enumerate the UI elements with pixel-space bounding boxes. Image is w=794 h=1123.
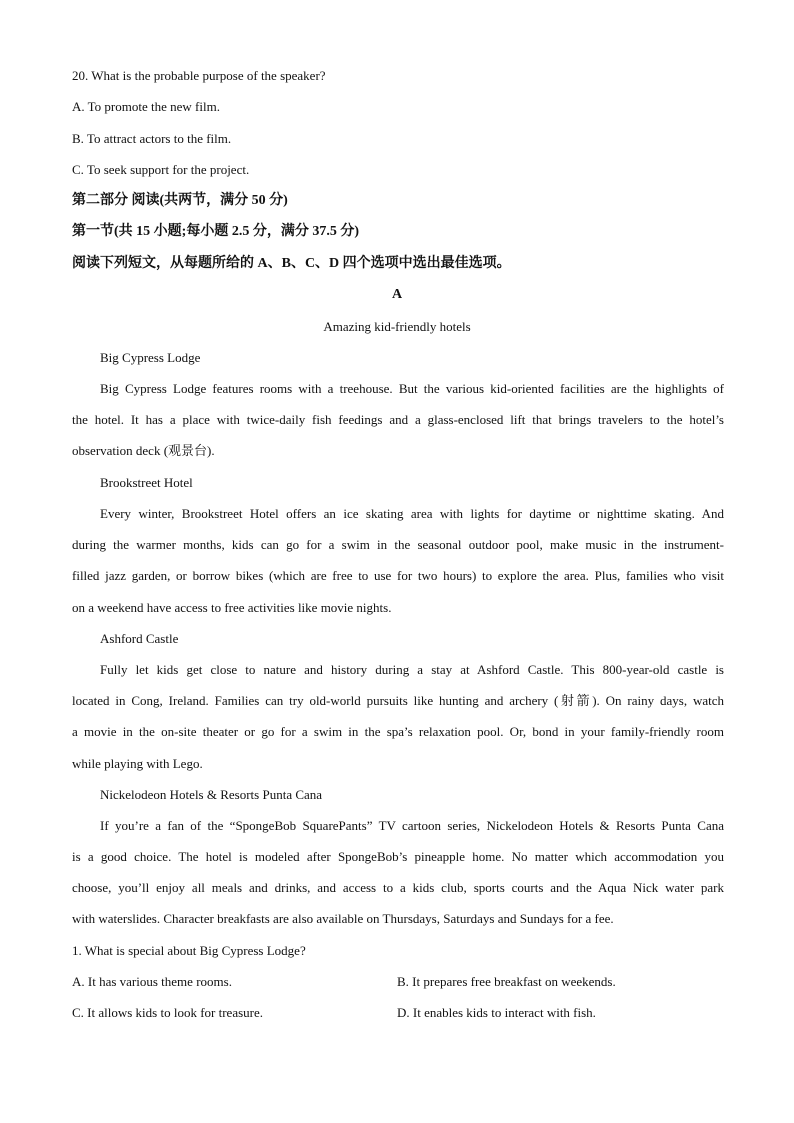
paragraph-line: is a good choice. The hotel is modeled after SpongeBob’s pineapple home. No matter which accommodation you bbox=[72, 849, 724, 864]
passage-letter: A bbox=[391, 287, 403, 302]
paragraph-line: Big Cypress Lodge features rooms with a treehouse. But the various kid-oriented facilities are the highlights of bbox=[100, 381, 724, 396]
section-one-heading: 第一节(共 15 小题;每小题 2.5 分，满分 37.5 分) bbox=[72, 224, 359, 239]
paragraph-line: observation deck (观景台). bbox=[72, 443, 215, 458]
paragraph-line: during the warmer months, kids can go for a swim in the seasonal outdoor pool, make music in the instrument- bbox=[72, 537, 724, 552]
paragraph-line: Fully let kids get close to nature and history during a stay at Ashford Castle. This 800-year-old castle is bbox=[100, 662, 724, 677]
question-1-option-b: B. It prepares free breakfast on weekends. bbox=[397, 974, 616, 989]
hotel-name: Brookstreet Hotel bbox=[100, 475, 193, 490]
question-1-stem: 1. What is special about Big Cypress Lodge? bbox=[72, 943, 306, 958]
paragraph-line: choose, you’ll enjoy all meals and drinks, and access to a kids club, sports courts and the Aqua Nick water park bbox=[72, 880, 724, 895]
question-1-option-c: C. It allows kids to look for treasure. bbox=[72, 1005, 263, 1020]
question-1-option-d: D. It enables kids to interact with fish. bbox=[397, 1005, 596, 1020]
hotel-name: Nickelodeon Hotels & Resorts Punta Cana bbox=[100, 787, 323, 802]
hotel-name: Ashford Castle bbox=[100, 631, 179, 646]
paragraph-line: the hotel. It has a place with twice-daily fish feedings and a glass-enclosed lift that brings travelers to the hotel’s bbox=[72, 412, 724, 427]
question-20-stem: 20. What is the probable purpose of the speaker? bbox=[72, 68, 326, 83]
passage-title: Amazing kid-friendly hotels bbox=[323, 319, 471, 334]
question-1-option-a: A. It has various theme rooms. bbox=[72, 974, 232, 989]
paragraph-line: If you’re a fan of the “SpongeBob SquarePants” TV cartoon series, Nickelodeon Hotels & Resorts Punta Cana bbox=[100, 818, 724, 833]
paragraph-line: located in Cong, Ireland. Families can try old-world pursuits like hunting and archery (射箭). On rainy days, watch bbox=[72, 693, 724, 708]
paragraph-line: while playing with Lego. bbox=[72, 756, 203, 771]
paragraph-line: on a weekend have access to free activities like movie nights. bbox=[72, 600, 392, 615]
reading-instructions: 阅读下列短文，从每题所给的 A、B、C、D 四个选项中选出最佳选项。 bbox=[72, 256, 511, 271]
paragraph-line: a movie in the on-site theater or go for a swim in the spa’s relaxation pool. Or, bond in your family-friendly room bbox=[72, 724, 724, 739]
paragraph-line: filled jazz garden, or borrow bikes (which are free to use for two hours) to explore the area. Plus, families who visit bbox=[72, 568, 724, 583]
hotel-name: Big Cypress Lodge bbox=[100, 350, 201, 365]
question-20-option-b: B. To attract actors to the film. bbox=[72, 131, 232, 146]
question-20-option-a: A. To promote the new film. bbox=[72, 99, 220, 114]
paragraph-line: with waterslides. Character breakfasts are also available on Thursdays, Saturdays and Sundays for a fee. bbox=[72, 911, 614, 926]
question-20-option-c: C. To seek support for the project. bbox=[72, 162, 250, 177]
part-two-heading: 第二部分 阅读(共两节，满分 50 分) bbox=[72, 193, 288, 208]
paragraph-line: Every winter, Brookstreet Hotel offers an ice skating area with lights for daytime or nighttime skating. And bbox=[100, 506, 724, 521]
